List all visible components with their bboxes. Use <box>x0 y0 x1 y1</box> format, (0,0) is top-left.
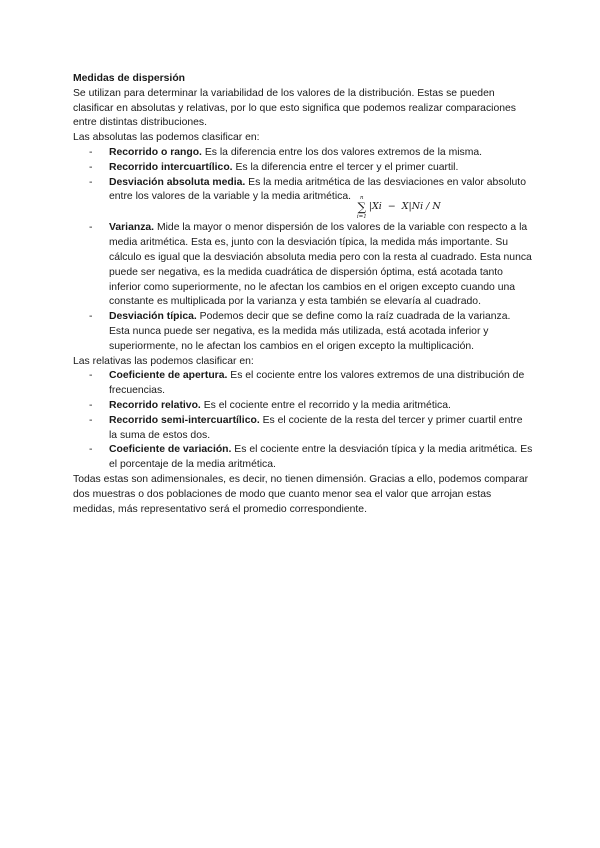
relativas-list <box>73 369 533 473</box>
sum-lower-limit: i=1 <box>356 214 367 221</box>
list-item-varianza <box>73 221 533 310</box>
term-definition: Mide la mayor o menor dispersión de los valores de la variable con respecto a la media aritmética. Esta es, junto con la desviación típica, la medida más importante. Su cálculo es igual que la desviación absoluta media pero con la resta al cuadrado. Esta nunca puede ser negativa, es la medida cuadrática de dispersión óptima, está acotada tanto inferior como superiormente, no le afectan los cambios en el origen excepto cuando una constante es multiplicada por la varianza y esta también se elevaría al cuadrado. <box>109 222 532 308</box>
relativas-intro: Las relativas las podemos clasificar en: <box>73 355 254 367</box>
term-label: Recorrido o rango. <box>109 146 202 158</box>
term-definition: Es la diferencia entre el tercer y el primer cuartil. <box>232 161 459 173</box>
bullet-dash: - <box>89 161 93 173</box>
absolutas-list <box>73 146 533 355</box>
list-item-desviacion-media <box>73 176 533 222</box>
term-label: Recorrido relativo. <box>109 399 201 411</box>
document-content <box>73 72 533 517</box>
term-label: Recorrido semi-intercuartílico. <box>109 414 260 426</box>
list-item-intercuartilico <box>73 161 533 176</box>
term-definition: Es la diferencia entre los dos valores extremos de la misma. <box>201 146 483 158</box>
bullet-dash: - <box>89 311 93 323</box>
formula-expression: |Xi − X|Ni / N <box>368 201 441 213</box>
list-item-semi-intercuartilico <box>73 414 533 444</box>
bullet-dash: - <box>89 176 93 188</box>
formula <box>357 194 441 221</box>
sum-upper-limit: n <box>360 195 364 202</box>
term-definition: Es el cociente entre el recorrido y la media aritmética. <box>200 399 451 411</box>
term-definition: Podemos decir que se define como la raíz cuadrada de la varianza. Esta nunca puede ser negativa, es la medida más utilizada, está acotada inferior y superiormente, no le afectan los cambios en el origen excepto la multiplicación. <box>109 311 511 352</box>
conclusion-paragraph: Todas estas son adimensionales, es decir, no tienen dimensión. Gracias a ello, podemos comparar dos muestras o dos poblaciones de modo que cuanto menor sea el valor que arrojan estas medidas, más representativo será el promedio correspondiente. <box>73 473 529 515</box>
list-item-variacion <box>73 443 533 473</box>
term-definition: Es el cociente entre los valores extremos de una distribución de frecuencias. <box>109 370 525 397</box>
term-label: Coeficiente de apertura. <box>109 370 228 382</box>
intro-paragraph: Se utilizan para determinar la variabilidad de los valores de la distribución. Estas se pueden clasificar en absolutas y relativas, por lo que esto significa que podemos realizar comparaciones entre distintas distribuciones. <box>73 87 516 129</box>
term-definition: Es el cociente entre la desviación típica y la media aritmética. Es el porcentaje de la media aritmética. <box>109 444 533 471</box>
term-label: Coeficiente de variación. <box>109 444 232 456</box>
list-item-desviacion-tipica <box>73 310 533 354</box>
bullet-dash: - <box>89 444 93 456</box>
term-label: Desviación absoluta media. <box>109 176 246 188</box>
sigma-symbol: ∑ <box>357 200 367 215</box>
section-title: Medidas de dispersión <box>73 73 186 84</box>
list-item-apertura <box>73 369 533 399</box>
bullet-dash: - <box>89 146 93 158</box>
bullet-dash: - <box>89 222 93 234</box>
summation <box>357 194 367 221</box>
list-item-recorrido <box>73 146 533 161</box>
term-definition: Es el cociente de la resta del tercer y primer cuartil entre la suma de estos dos. <box>109 414 523 441</box>
absolutas-intro: Las absolutas las podemos clasificar en: <box>73 132 260 144</box>
bullet-dash: - <box>89 414 93 426</box>
bullet-dash: - <box>89 399 93 411</box>
term-label: Recorrido intercuartílico. <box>109 161 233 173</box>
bullet-dash: - <box>89 370 93 382</box>
list-item-recorrido-relativo <box>73 399 533 414</box>
term-definition: Es la media aritmética de las desviaciones en valor absoluto entre los valores de la variable y la media aritmética. <box>109 176 526 203</box>
term-label: Varianza. <box>109 222 155 234</box>
term-label: Desviación típica. <box>109 311 197 323</box>
